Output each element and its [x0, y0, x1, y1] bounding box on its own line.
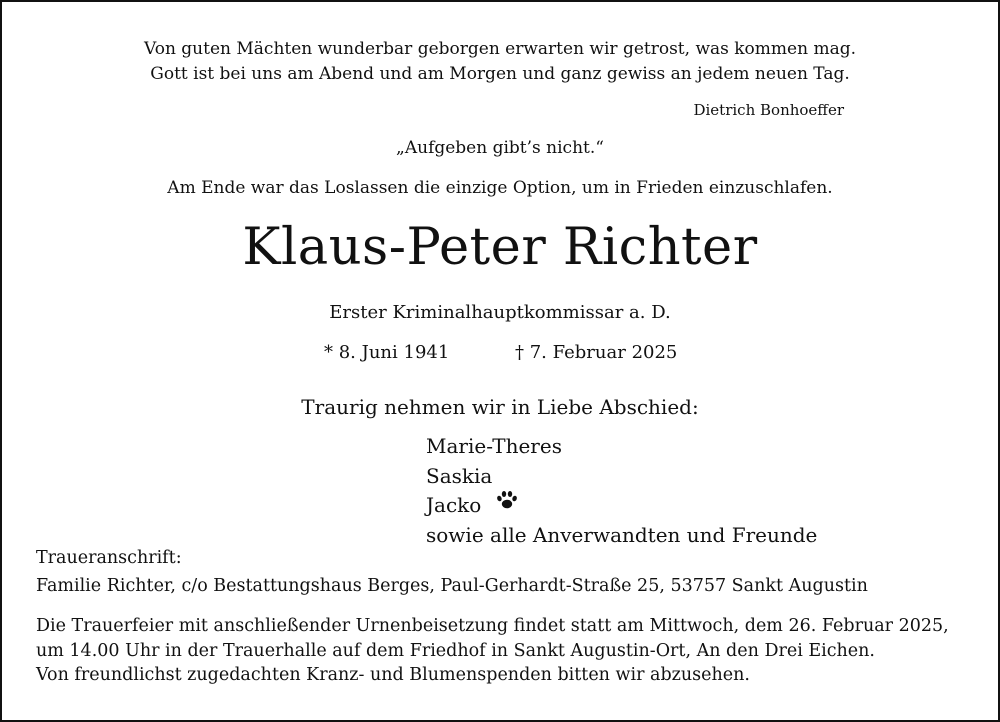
ceremony-line-3: Von freundlichst zugedachten Kranz- und Blumenspenden bitten wir abzusehen. [36, 665, 750, 685]
quote-author: Dietrich Bonhoeffer [693, 101, 844, 119]
address-label: Traueranschrift: [36, 548, 182, 568]
mourner-with-paw [426, 491, 817, 521]
mourner: Jacko [426, 493, 482, 517]
birth-date: * 8. Juni 1941 [324, 342, 450, 363]
mourner: Marie-Theres [426, 434, 562, 458]
quote-line-2: Gott ist bei uns am Abend und am Morgen und ganz gewiss an jedem neuen Tag. [150, 64, 850, 84]
paw-icon [496, 489, 518, 519]
address: Familie Richter, c/o Bestattungshaus Berges, Paul-Gerhardt-Straße 25, 53757 Sankt Augustin [36, 576, 868, 596]
deceased-name: Klaus-Peter Richter [242, 218, 758, 277]
death-date: 7. Februar 2025 [529, 342, 678, 363]
deceased-title: Erster Kriminalhauptkommissar a. D. [329, 302, 671, 323]
epitaph: Am Ende war das Loslassen die einzige Option, um in Frieden einzuschlafen. [167, 178, 833, 198]
quote-line-1: Von guten Mächten wunderbar geborgen erwarten wir getrost, was kommen mag. [144, 39, 856, 59]
motto: „Aufgeben gibt’s nicht.“ [396, 138, 604, 158]
mourner: Saskia [426, 463, 493, 488]
mourners-heading: Traurig nehmen wir in Liebe Abschied: [301, 395, 699, 419]
mourner: sowie alle Anverwandten und Freunde [426, 522, 818, 547]
mourners-list [426, 432, 817, 550]
cross-icon: † [515, 342, 524, 363]
death-date-group [515, 342, 677, 363]
ceremony-line-1: Die Trauerfeier mit anschließender Urnenbeisetzung findet statt am Mittwoch, dem 26. Februar 2025, [36, 616, 949, 636]
ceremony-line-2: um 14.00 Uhr in der Trauerhalle auf dem Friedhof in Sankt Augustin-Ort, An den Drei Eichen. [36, 641, 875, 661]
